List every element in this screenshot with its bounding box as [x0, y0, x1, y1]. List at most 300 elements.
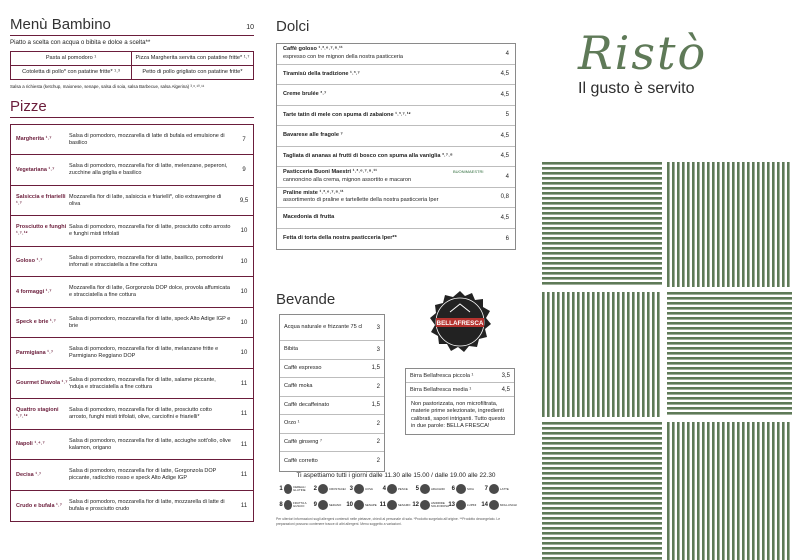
pizza-name: Margherita ¹˒⁷ — [16, 136, 52, 143]
bellafresca-badge — [428, 290, 492, 354]
pizza-row — [11, 186, 253, 217]
allergen-item — [447, 484, 480, 494]
bevanda-price: 1,5 — [371, 365, 380, 372]
pizza-description: Salsa di pomodoro, mozzarella fior di latte, speck Alto Adige IGP e brie — [69, 315, 231, 329]
bevanda-row — [280, 415, 384, 434]
allergen-icon — [489, 500, 499, 510]
allergen-icon — [284, 500, 292, 510]
stripe — [672, 422, 675, 560]
pizza-row — [11, 491, 253, 522]
stripe — [542, 282, 662, 285]
middle-column — [276, 18, 516, 250]
dolci-title: Dolci — [276, 18, 310, 35]
stripe — [607, 292, 610, 417]
stripe — [542, 512, 662, 515]
allergen-icon — [284, 484, 292, 494]
stripe — [757, 162, 760, 287]
stripe — [752, 422, 755, 560]
stripe — [782, 422, 785, 560]
stripe — [577, 292, 580, 417]
birra-row — [406, 383, 514, 397]
stripe — [787, 422, 790, 560]
bevanda-price: 2 — [376, 383, 380, 390]
dolci-name: Creme brulée ³˒⁷ — [283, 91, 327, 98]
pizza-name: Goloso ¹˒⁷ — [16, 258, 43, 265]
stripe — [667, 327, 792, 330]
stripe — [542, 517, 662, 520]
brand-logo: Ristò — [578, 26, 708, 80]
stripe — [542, 202, 662, 205]
stripe — [772, 162, 775, 287]
stripe — [542, 232, 662, 235]
stripe — [542, 522, 662, 525]
allergen-item — [276, 484, 309, 494]
pizza-price: 10 — [240, 258, 248, 265]
pizza-row — [11, 369, 253, 400]
bevanda-name: Caffè corretto — [284, 457, 318, 464]
pizza-row — [11, 338, 253, 369]
stripe — [637, 292, 640, 417]
stripe — [667, 352, 792, 355]
stripe — [542, 427, 662, 430]
bevanda-name: Orzo ¹ — [284, 420, 300, 427]
allergen-label: SESAMO — [398, 502, 411, 507]
stripe-block — [667, 292, 792, 415]
stripe — [692, 162, 695, 287]
stripe — [657, 292, 660, 417]
allergen-item — [480, 484, 516, 494]
dolci-row — [277, 208, 515, 229]
allergen-icon — [456, 484, 466, 494]
dolci-row — [277, 44, 515, 65]
pizza-name: Parmigiana ¹˒⁷ — [16, 349, 54, 356]
stripe — [542, 262, 662, 265]
stripe — [712, 162, 715, 287]
pizza-description: Salsa di pomodoro, mozzarella fior di latte, salame piccante, 'nduja e stracciatella a fine cottura — [69, 376, 216, 390]
bambino-option: Petto di pollo grigliato con patatine fritte* — [142, 68, 243, 75]
pizza-name: 4 formaggi ¹˒⁷ — [16, 288, 52, 295]
bevanda-price: 2 — [376, 458, 380, 465]
dolci-price: 0,8 — [500, 194, 509, 201]
allergen-label: FRUTTA A GUSCIO — [293, 501, 307, 508]
pizza-description: Salsa di pomodoro, mozzarella fior di latte, basilico, pomodorini infornati e stracciatella a fine cottura — [69, 254, 224, 268]
allergen-number: 1 — [279, 486, 283, 492]
stripe — [667, 377, 792, 380]
pizza-row — [11, 399, 253, 430]
stripe — [697, 422, 700, 560]
allergen-icon — [387, 500, 397, 510]
bevanda-name: Bibita — [284, 346, 298, 353]
allergen-icon — [420, 484, 430, 494]
dolci-text — [283, 91, 491, 98]
allergen-label: CEREALI GLUTINE — [293, 485, 306, 492]
stripe — [727, 422, 730, 560]
dolci-price: 5 — [505, 112, 509, 119]
stripe — [542, 452, 662, 455]
stripe — [777, 162, 780, 287]
dolci-row — [277, 229, 515, 250]
stripe — [542, 507, 662, 510]
bevanda-row — [280, 341, 384, 360]
stripe — [542, 277, 662, 280]
allergen-label: PESCE — [398, 486, 408, 491]
stripe-block — [542, 422, 662, 560]
stripe — [587, 292, 590, 417]
bevanda-price: 2 — [376, 420, 380, 427]
pizza-description: Salsa di pomodoro, mozzarella fior di latte, prosciutto cotto arrosto e funghi misti trifolati — [69, 224, 231, 238]
bevande-list — [279, 314, 385, 472]
pizza-price: 11 — [240, 472, 248, 479]
bevanda-row — [280, 434, 384, 453]
allergen-item — [378, 500, 411, 510]
stripe — [542, 192, 662, 195]
stripe — [702, 162, 705, 287]
birra-row — [406, 369, 514, 383]
stripe — [542, 237, 662, 240]
allergen-item — [378, 484, 411, 494]
stripe — [667, 317, 792, 320]
pizze-title: Pizze — [10, 98, 254, 118]
stripe — [602, 292, 605, 417]
stripe — [667, 372, 792, 375]
bambino-header — [10, 16, 254, 36]
dolci-name: Tiramisù della tradizione ¹˒³˒⁷ — [283, 70, 360, 77]
stripe — [652, 292, 655, 417]
stripe — [667, 322, 792, 325]
stripe — [717, 162, 720, 287]
allergen-label: CROSTACEI — [329, 486, 346, 491]
allergen-icon — [489, 484, 499, 494]
dolci-name: Bavarese alle fragole ⁷ — [283, 132, 343, 139]
pizza-price: 9,5 — [239, 197, 249, 204]
stripe — [667, 302, 792, 305]
bevanda-name: Caffè moka — [284, 383, 313, 390]
stripe — [697, 162, 700, 287]
stripe — [727, 162, 730, 287]
stripe — [542, 432, 662, 435]
dolci-text — [283, 169, 453, 184]
allergen-item — [345, 484, 378, 494]
pizza-list — [10, 124, 254, 523]
stripe — [542, 167, 662, 170]
stripe — [742, 422, 745, 560]
dolci-price: 4,5 — [500, 91, 509, 98]
pizza-description: Salsa di pomodoro, mozzarella fior di latte, melanzane fritte e Parmigiano Reggiano DOP — [69, 346, 219, 360]
stripe — [542, 482, 662, 485]
stripe — [777, 422, 780, 560]
allergen-legend — [276, 484, 516, 510]
stripe — [542, 492, 662, 495]
stripe — [667, 347, 792, 350]
allergen-number: 7 — [484, 486, 488, 492]
allergen-number: 2 — [313, 486, 317, 492]
pizza-row — [11, 277, 253, 308]
bambino-options — [10, 51, 254, 80]
pizza-row — [11, 430, 253, 461]
bevanda-price: 3 — [376, 346, 380, 353]
stripe — [542, 447, 662, 450]
dolci-row — [277, 65, 515, 86]
allergen-icon — [420, 500, 430, 510]
stripe — [597, 292, 600, 417]
dolci-price: 4 — [505, 173, 509, 180]
pizza-price: 10 — [240, 289, 248, 296]
dolci-price: 4,5 — [500, 132, 509, 139]
dolci-text — [283, 214, 491, 221]
stripe — [762, 162, 765, 287]
pizza-name: Quattro stagioni ¹˒⁷˒¹² — [16, 407, 59, 421]
stripe — [767, 162, 770, 287]
pizza-description: Salsa di pomodoro, mozzarella fior di latte, mozzarella di latte di bufala e prosciutto crudo — [69, 499, 225, 513]
allergen-label: LUPINI — [467, 502, 477, 507]
dolci-text — [283, 112, 491, 119]
pizza-price: 10 — [240, 350, 248, 357]
bevanda-name: Caffè decaffeinato — [284, 401, 330, 408]
stripe — [542, 557, 662, 560]
stripe — [772, 422, 775, 560]
stripe — [572, 292, 575, 417]
dolci-description: espresso con tre mignon della nostra pasticceria — [283, 53, 404, 60]
stripe — [742, 162, 745, 287]
dolci-row — [277, 188, 515, 209]
bambino-option: Cotoletta di pollo* con patatine fritte* ¹˒³ — [11, 66, 132, 79]
dolci-row — [277, 167, 515, 188]
allergen-icon — [318, 484, 328, 494]
stripe — [592, 292, 595, 417]
pizza-name: Vegetariana ¹˒⁷ — [16, 166, 55, 173]
allergen-icon — [387, 484, 397, 494]
pizza-row — [11, 125, 253, 156]
allergen-icon — [456, 500, 466, 510]
allergen-item — [276, 500, 309, 510]
pizza-row — [11, 308, 253, 339]
stripe — [667, 357, 792, 360]
stripe — [542, 217, 662, 220]
stripe — [702, 422, 705, 560]
stripe — [677, 422, 680, 560]
bambino-option: Pasta al pomodoro ¹ — [11, 52, 132, 66]
allergen-item — [411, 484, 447, 494]
dolci-name: Praline miste ¹˒³˒⁶˒⁷˒⁸˒¹¹ — [283, 189, 344, 196]
stripe — [707, 422, 710, 560]
stripe — [542, 502, 662, 505]
dolci-price: 6 — [505, 235, 509, 242]
stripe-block — [667, 422, 790, 560]
pizza-name: Prosciutto e funghi ¹˒⁷˒¹² — [16, 224, 67, 238]
birra-price: 3,5 — [501, 372, 510, 379]
bevanda-name: Caffè ginseng ⁷ — [284, 438, 322, 445]
stripe — [732, 162, 735, 287]
buonimaestri-logo: BUONIMAESTRI — [453, 168, 484, 174]
stripe — [542, 257, 662, 260]
stripe — [687, 422, 690, 560]
pizza-name: Speck e brie ¹˒⁷ — [16, 319, 56, 326]
pizza-row — [11, 216, 253, 247]
dolci-price: 4,5 — [500, 71, 509, 78]
stripe — [667, 422, 670, 560]
stripe — [782, 162, 785, 287]
stripe — [562, 292, 565, 417]
bevanda-price: 1,5 — [371, 402, 380, 409]
birra-description: Non pastorizzata, non microfiltrata, materie prime selezionate, ingredienti calibrati, sapori intriganti. Tutto questo in due parole: BELLA FRESCA! — [411, 401, 506, 429]
stripe — [542, 212, 662, 215]
dolci-row — [277, 106, 515, 127]
bevanda-row — [280, 452, 384, 471]
stripe — [542, 532, 662, 535]
dolci-text — [283, 153, 491, 160]
stripe — [542, 182, 662, 185]
stripe — [667, 382, 792, 385]
stripe — [542, 547, 662, 550]
allergen-number: 9 — [313, 502, 317, 508]
stripe — [737, 422, 740, 560]
pizza-price: 7 — [242, 136, 246, 143]
birra-name: Birra Bellafresca piccola ¹ — [410, 372, 474, 379]
stripe — [542, 267, 662, 270]
stripe — [667, 367, 792, 370]
pizza-description: Salsa di pomodoro, mozzarella fior di latte, prosciutto cotto arrosto, funghi misti trifolati, olive, carciofini e friarielli* — [69, 407, 212, 421]
stripe — [667, 332, 792, 335]
stripe — [542, 172, 662, 175]
stripe — [542, 542, 662, 545]
stripe — [767, 422, 770, 560]
stripe — [712, 422, 715, 560]
stripe — [747, 422, 750, 560]
dolci-text — [283, 190, 491, 205]
stripe — [747, 162, 750, 287]
stripe — [732, 422, 735, 560]
allergen-number: 14 — [481, 502, 488, 508]
pizza-name: Crudo e bufala ¹˒⁷ — [16, 502, 62, 509]
stripe — [542, 487, 662, 490]
stripe — [667, 292, 792, 295]
brand-block — [578, 26, 778, 98]
stripe — [542, 472, 662, 475]
allergen-label: LATTE — [500, 486, 509, 491]
stripe — [647, 292, 650, 417]
dolci-price: 4,5 — [500, 153, 509, 160]
allergen-item — [411, 500, 447, 510]
stripe — [667, 362, 792, 365]
stripe — [667, 397, 792, 400]
allergen-icon — [354, 484, 364, 494]
pizza-price: 9 — [242, 167, 246, 174]
pizza-description: Salsa di pomodoro, mozzarella fior di latte, Gorgonzola DOP piccante, radicchio rosso e speck Alto Adige IGP — [69, 468, 217, 482]
stripe — [567, 292, 570, 417]
stripe — [542, 497, 662, 500]
allergen-number: 6 — [451, 486, 455, 492]
stripe — [542, 527, 662, 530]
allergen-number: 13 — [448, 502, 455, 508]
bambino-subtitle: Piatto a scelta con acqua o bibita e dolce a scelta** — [10, 39, 151, 46]
pizza-row — [11, 460, 253, 491]
bambino-title: Menù Bambino — [10, 16, 111, 33]
fine-print: Per ulteriori informazioni sugli allergeni contenuti nelle pietanze, chiedi al personale di sala. *Prodotto surgelato all'origine. **Prodotto decongelato. Le preparazioni possono contenere tracce di altri allergeni. Menu soggetto a variazioni. — [276, 517, 501, 526]
pizza-name: Salsiccia e friarielli ¹˒⁷ — [16, 193, 66, 207]
dolci-text — [283, 132, 491, 139]
stripe — [667, 342, 792, 345]
bevanda-row — [280, 397, 384, 416]
stripe — [672, 162, 675, 287]
stripe — [542, 187, 662, 190]
stripe — [627, 292, 630, 417]
stripe — [552, 292, 555, 417]
stripe — [542, 197, 662, 200]
dolci-row — [277, 85, 515, 106]
pizza-name: Decisa ¹˒⁷ — [16, 471, 42, 478]
bevanda-price: 2 — [376, 439, 380, 446]
dolci-price: 4,5 — [500, 214, 509, 221]
stripe — [617, 292, 620, 417]
stripe — [542, 227, 662, 230]
stripe — [737, 162, 740, 287]
allergen-icon — [318, 500, 328, 510]
dolci-description: cannoncino alla crema, mignon assortito e macaron — [283, 176, 412, 183]
stripe — [582, 292, 585, 417]
pizza-row — [11, 247, 253, 278]
badge-text: BELLAFRESCA — [436, 320, 484, 327]
dolci-text — [283, 46, 491, 61]
allergen-label: SENAPE — [365, 502, 377, 507]
dolci-text — [283, 71, 491, 78]
allergen-label: SEDANO — [329, 502, 342, 507]
stripe — [667, 312, 792, 315]
stripe — [542, 467, 662, 470]
allergen-icon — [354, 500, 364, 510]
bevande-title: Bevande — [276, 291, 336, 308]
stripe — [667, 162, 670, 287]
stripe — [682, 422, 685, 560]
pizza-price: 10 — [240, 228, 248, 235]
stripe — [687, 162, 690, 287]
stripe — [722, 162, 725, 287]
pizza-name: Napoli ¹˒⁴˒⁷ — [16, 441, 45, 448]
birra-price: 4,5 — [501, 386, 510, 393]
stripe — [762, 422, 765, 560]
pizza-price: 10 — [240, 319, 248, 326]
pizza-price: 11 — [240, 411, 248, 418]
opening-hours: Ti aspettiamo tutti i giorni dalle 11.30 alle 15.00 / dalle 19.00 alle 22.30 — [296, 472, 496, 479]
stripe — [622, 292, 625, 417]
allergen-number: 10 — [346, 502, 353, 508]
dolci-price: 4 — [505, 50, 509, 57]
pizza-price: 11 — [240, 380, 248, 387]
stripe — [542, 437, 662, 440]
dolci-name: Tagliata di ananas ai frutti di bosco con spuma alla vaniglia ³˒⁷˒⁸ — [283, 152, 453, 159]
stripe — [542, 272, 662, 275]
stripe — [542, 292, 545, 417]
pizza-price: 11 — [240, 503, 248, 510]
allergen-number: 11 — [379, 502, 386, 508]
decorative-stripes — [542, 162, 792, 560]
allergen-label: UOVA — [365, 486, 373, 491]
pizza-description: Salsa di pomodoro, mozzarella fior di latte, melenzane, peperoni, zucchine alla griglia e basilico — [69, 163, 228, 177]
stripe — [542, 422, 662, 425]
dolci-description: assortimento di praline e tartellette della nostra pasticceria Iper — [283, 197, 439, 204]
stripe — [642, 292, 645, 417]
stripe — [542, 442, 662, 445]
stripe — [612, 292, 615, 417]
stripe — [542, 477, 662, 480]
dolci-row — [277, 147, 515, 168]
stripe — [692, 422, 695, 560]
pizza-description: Salsa di pomodoro, mozzarella di latte di bufala ed emulsione di basilico — [69, 132, 225, 146]
stripe — [667, 402, 792, 405]
stripe — [542, 537, 662, 540]
allergen-number: 8 — [279, 502, 283, 508]
stripe — [752, 162, 755, 287]
bevanda-row — [280, 360, 384, 379]
